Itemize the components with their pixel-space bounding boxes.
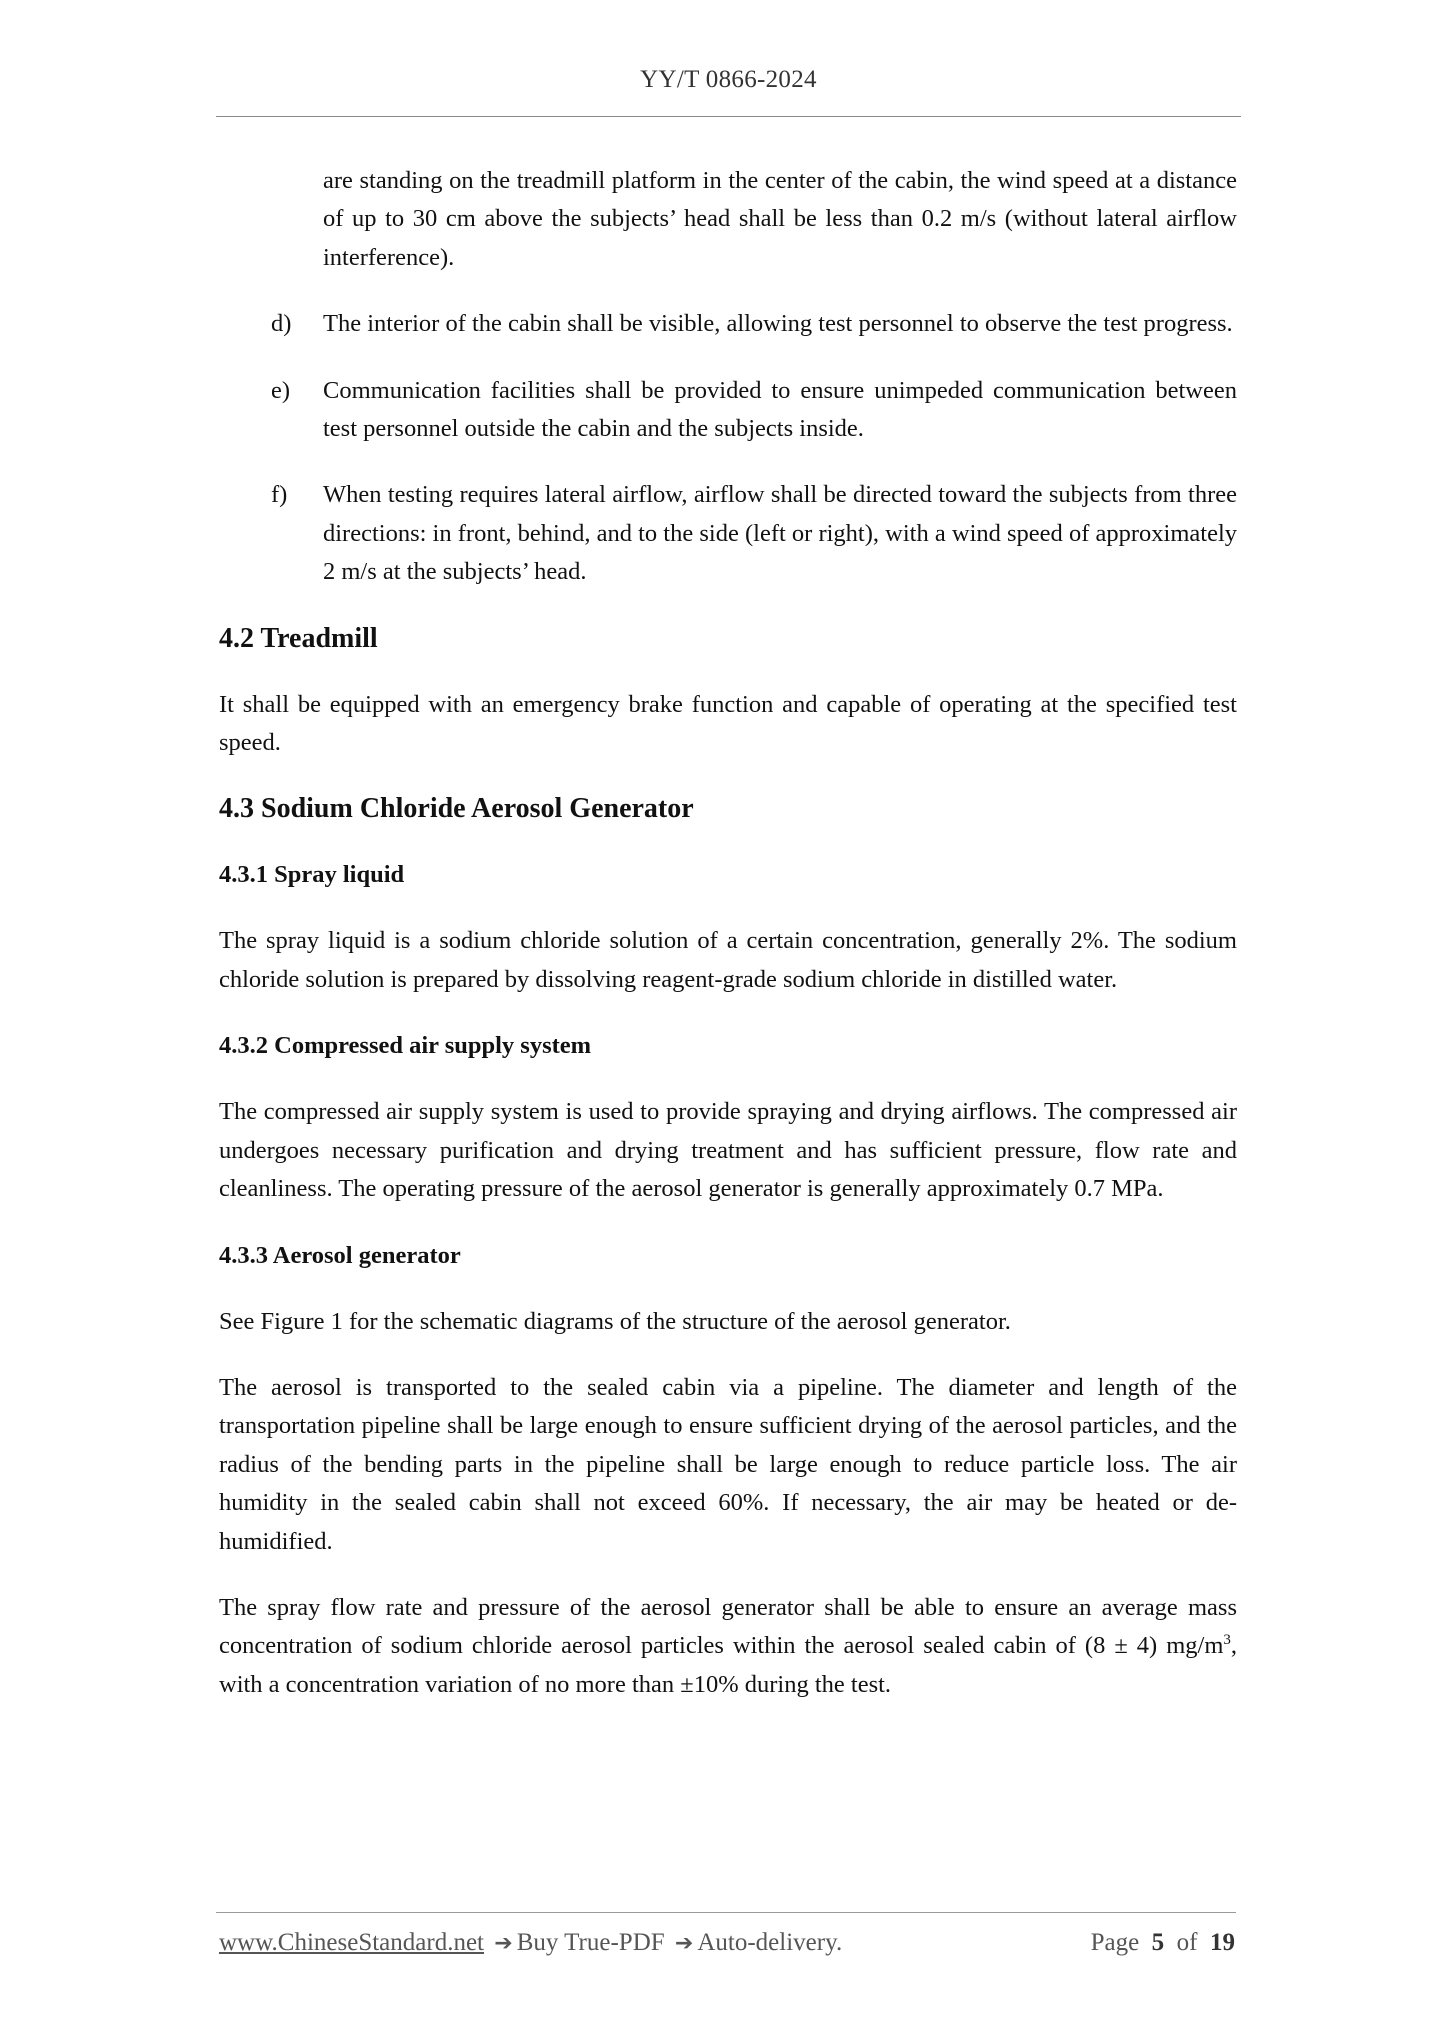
page-label: Page xyxy=(1090,1929,1140,1956)
list-item-text: Communication facilities shall be provided to ensure unimpeded communication between test personnel outside the cabin and the subjects inside. xyxy=(323,376,1237,443)
page-footer xyxy=(219,1929,1235,1961)
subsection-heading-4-3-2: 4.3.2 Compressed air supply system xyxy=(219,1032,592,1060)
footer-divider xyxy=(216,1912,1236,1913)
list-item xyxy=(219,305,1237,343)
subsection-heading-4-3-3: 4.3.3 Aerosol generator xyxy=(219,1241,461,1269)
list-item xyxy=(219,372,1237,449)
section-4-2-text: It shall be equipped with an emergency brake function and capable of operating at the specified test speed. xyxy=(219,690,1237,757)
list-item-label: f) xyxy=(271,481,288,509)
subsection-heading-4-3-1: 4.3.1 Spray liquid xyxy=(219,861,405,889)
subsection-4-3-3-paragraph-1: See Figure 1 for the schematic diagrams of the structure of the aerosol generator. xyxy=(219,1307,1011,1335)
total-pages-number: 19 xyxy=(1210,1929,1235,1956)
page-content xyxy=(219,162,1237,1704)
section-heading-4-2: 4.2 Treadmill xyxy=(219,622,378,654)
list-item-label: d) xyxy=(271,310,292,338)
right-arrow-icon: ➔ xyxy=(494,1931,513,1956)
section-heading-4-3: 4.3 Sodium Chloride Aerosol Generator xyxy=(219,793,694,825)
superscript-exponent: 3 xyxy=(1223,1632,1231,1649)
buy-true-pdf-text: Buy True-PDF xyxy=(516,1929,665,1956)
subsection-4-3-3-paragraph-3 xyxy=(219,1589,1237,1704)
of-label: of xyxy=(1176,1929,1198,1956)
list-item-label: e) xyxy=(271,376,291,404)
header-divider xyxy=(216,116,1241,117)
footer-promo xyxy=(219,1929,842,1957)
page-header xyxy=(216,66,1241,94)
subsection-4-3-1-text: The spray liquid is a sodium chloride solution of a certain concentration, generally 2%. The sodium chloride solution is prepared by dissolving reagent-grade sodium chloride in distilled water. xyxy=(219,927,1237,993)
list-item-text: When testing requires lateral airflow, airflow shall be directed toward the subjects from three directions: in front, behind, and to the side (left or right), with a wind speed of approximately 2 m/s at the subjects’ head. xyxy=(323,481,1237,586)
list-item xyxy=(219,476,1237,591)
continued-list-text: are standing on the treadmill platform in the center of the cabin, the wind speed at a distance of up to 30 cm above the subjects’ head shall be less than 0.2 m/s (without lateral airflow interference). xyxy=(323,167,1237,271)
website-link[interactable]: www.ChineseStandard.net xyxy=(219,1929,484,1956)
auto-delivery-text: Auto-delivery. xyxy=(697,1929,843,1956)
list-item-text: The interior of the cabin shall be visible, allowing test personnel to observe the test progress. xyxy=(323,310,1233,338)
subsection-4-3-3-paragraph-2: The aerosol is transported to the sealed cabin via a pipeline. The diameter and length of the transportation pipeline shall be large enough to ensure sufficient drying of the aerosol particles, and the radius of the bending parts in the pipeline shall be large enough to reduce particle loss. The air humidity in the sealed cabin shall not exceed 60%. If necessary, the air may be heated or de-humidified. xyxy=(219,1373,1237,1555)
right-arrow-icon: ➔ xyxy=(674,1931,694,1956)
concentration-text: The spray flow rate and pressure of the aerosol generator shall be able to ensure an average mass concentration of sodium chloride aerosol particles within the aerosol sealed cabin of (8 ± 4) mg/m xyxy=(219,1593,1237,1660)
subsection-4-3-2-text: The compressed air supply system is used to provide spraying and drying airflows. The compressed air undergoes necessary purification and drying treatment and has sufficient pressure, flow rate and cleanliness. The operating pressure of the aerosol generator is generally approximately 0.7 MPa. xyxy=(219,1098,1237,1203)
current-page-number: 5 xyxy=(1151,1929,1165,1956)
concentration-text-tail: , with a concentration variation of no more than ±10% during the test. xyxy=(219,1632,1237,1698)
document-code: YY/T 0866-2024 xyxy=(640,66,817,93)
page-counter xyxy=(1091,1929,1235,1957)
